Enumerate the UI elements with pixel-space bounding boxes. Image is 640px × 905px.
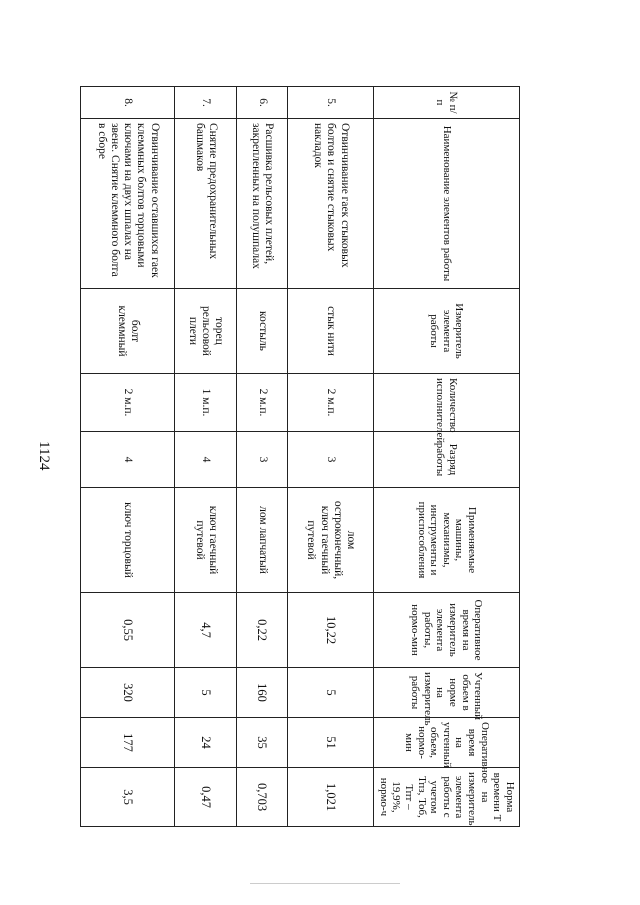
cell-norm: 3,5 <box>81 768 175 827</box>
table-row <box>81 87 175 827</box>
table-row <box>288 87 374 827</box>
cell-workers: 1 м.п. <box>175 374 237 432</box>
cell-n: 5. <box>288 87 374 119</box>
cell-op-time: 10,22 <box>288 593 374 668</box>
cell-tools: лом остроконечный, ключ гаечный путевой <box>288 488 374 593</box>
cell-n: 6. <box>237 87 288 119</box>
table-row <box>237 87 288 827</box>
cell-workers: 2 м.п. <box>237 374 288 432</box>
cell-norm: 1,021 <box>288 768 374 827</box>
cell-meter: костыль <box>237 289 288 374</box>
header-grade: Разряд работы <box>373 432 519 488</box>
header-meter: Измеритель элемента работы <box>373 289 519 374</box>
header-op-time: Оперативное время на измеритель элемента работы, нормо-мин <box>373 593 519 668</box>
work-elements-table <box>80 86 520 827</box>
cell-n: 8. <box>81 87 175 119</box>
cell-grade: 4 <box>175 432 237 488</box>
header-row <box>373 87 519 827</box>
cell-op-time: 0,22 <box>237 593 288 668</box>
cell-meter: торец рельсовой плети <box>175 289 237 374</box>
header-tools: Применяемые машины, механизмы, инструменты и приспособления <box>373 488 519 593</box>
cell-grade: 3 <box>288 432 374 488</box>
cell-tools: лом лапчатый <box>237 488 288 593</box>
cell-op-time-vol: 35 <box>237 718 288 768</box>
cell-op-time-vol: 51 <box>288 718 374 768</box>
cell-workers: 2 м.п. <box>81 374 175 432</box>
cell-name: Расшивка рельсовых плетей, закрепленных на полушпалах <box>237 119 288 289</box>
cell-norm: 0,703 <box>237 768 288 827</box>
scan-edge-line <box>250 883 400 884</box>
page-number: 1124 <box>36 441 52 471</box>
cell-meter: болт клеммный <box>81 289 175 374</box>
cell-op-time-vol: 24 <box>175 718 237 768</box>
header-volume: Учтенный объем в норме на измеритель работы <box>373 668 519 718</box>
rotated-table-wrapper <box>80 86 520 826</box>
header-norm: Норма времени Т на измеритель элемента работы с учетом Тпз, Тоб, Тпт – 19,9%, нормо-ч <box>373 768 519 827</box>
cell-name: Отвинчивание оставшихся гаек клеммных болтов торцовыми ключами на двух шпалах на звене. Снятие клеммного болта в сборе <box>81 119 175 289</box>
cell-volume: 320 <box>81 668 175 718</box>
cell-op-time-vol: 177 <box>81 718 175 768</box>
cell-name: Отвинчивание гаек стыковых болтов и снятие стыковых накладок <box>288 119 374 289</box>
header-name: Наименование элементов работы <box>373 119 519 289</box>
header-workers: Количество исполнителей <box>373 374 519 432</box>
table-row <box>175 87 237 827</box>
cell-workers: 2 м.п. <box>288 374 374 432</box>
cell-tools: ключ гаечный путевой <box>175 488 237 593</box>
cell-n: 7. <box>175 87 237 119</box>
cell-grade: 3 <box>237 432 288 488</box>
cell-grade: 4 <box>81 432 175 488</box>
header-n: № п/п <box>373 87 519 119</box>
cell-volume: 5 <box>288 668 374 718</box>
cell-name: Снятие предохранительных башмаков <box>175 119 237 289</box>
header-op-time-vol: Оперативное время на учтенный объем, нормо-мин <box>373 718 519 768</box>
cell-volume: 5 <box>175 668 237 718</box>
cell-op-time: 0,55 <box>81 593 175 668</box>
cell-volume: 160 <box>237 668 288 718</box>
cell-op-time: 4,7 <box>175 593 237 668</box>
cell-tools: ключ торцовый <box>81 488 175 593</box>
cell-meter: стык нити <box>288 289 374 374</box>
cell-norm: 0,47 <box>175 768 237 827</box>
